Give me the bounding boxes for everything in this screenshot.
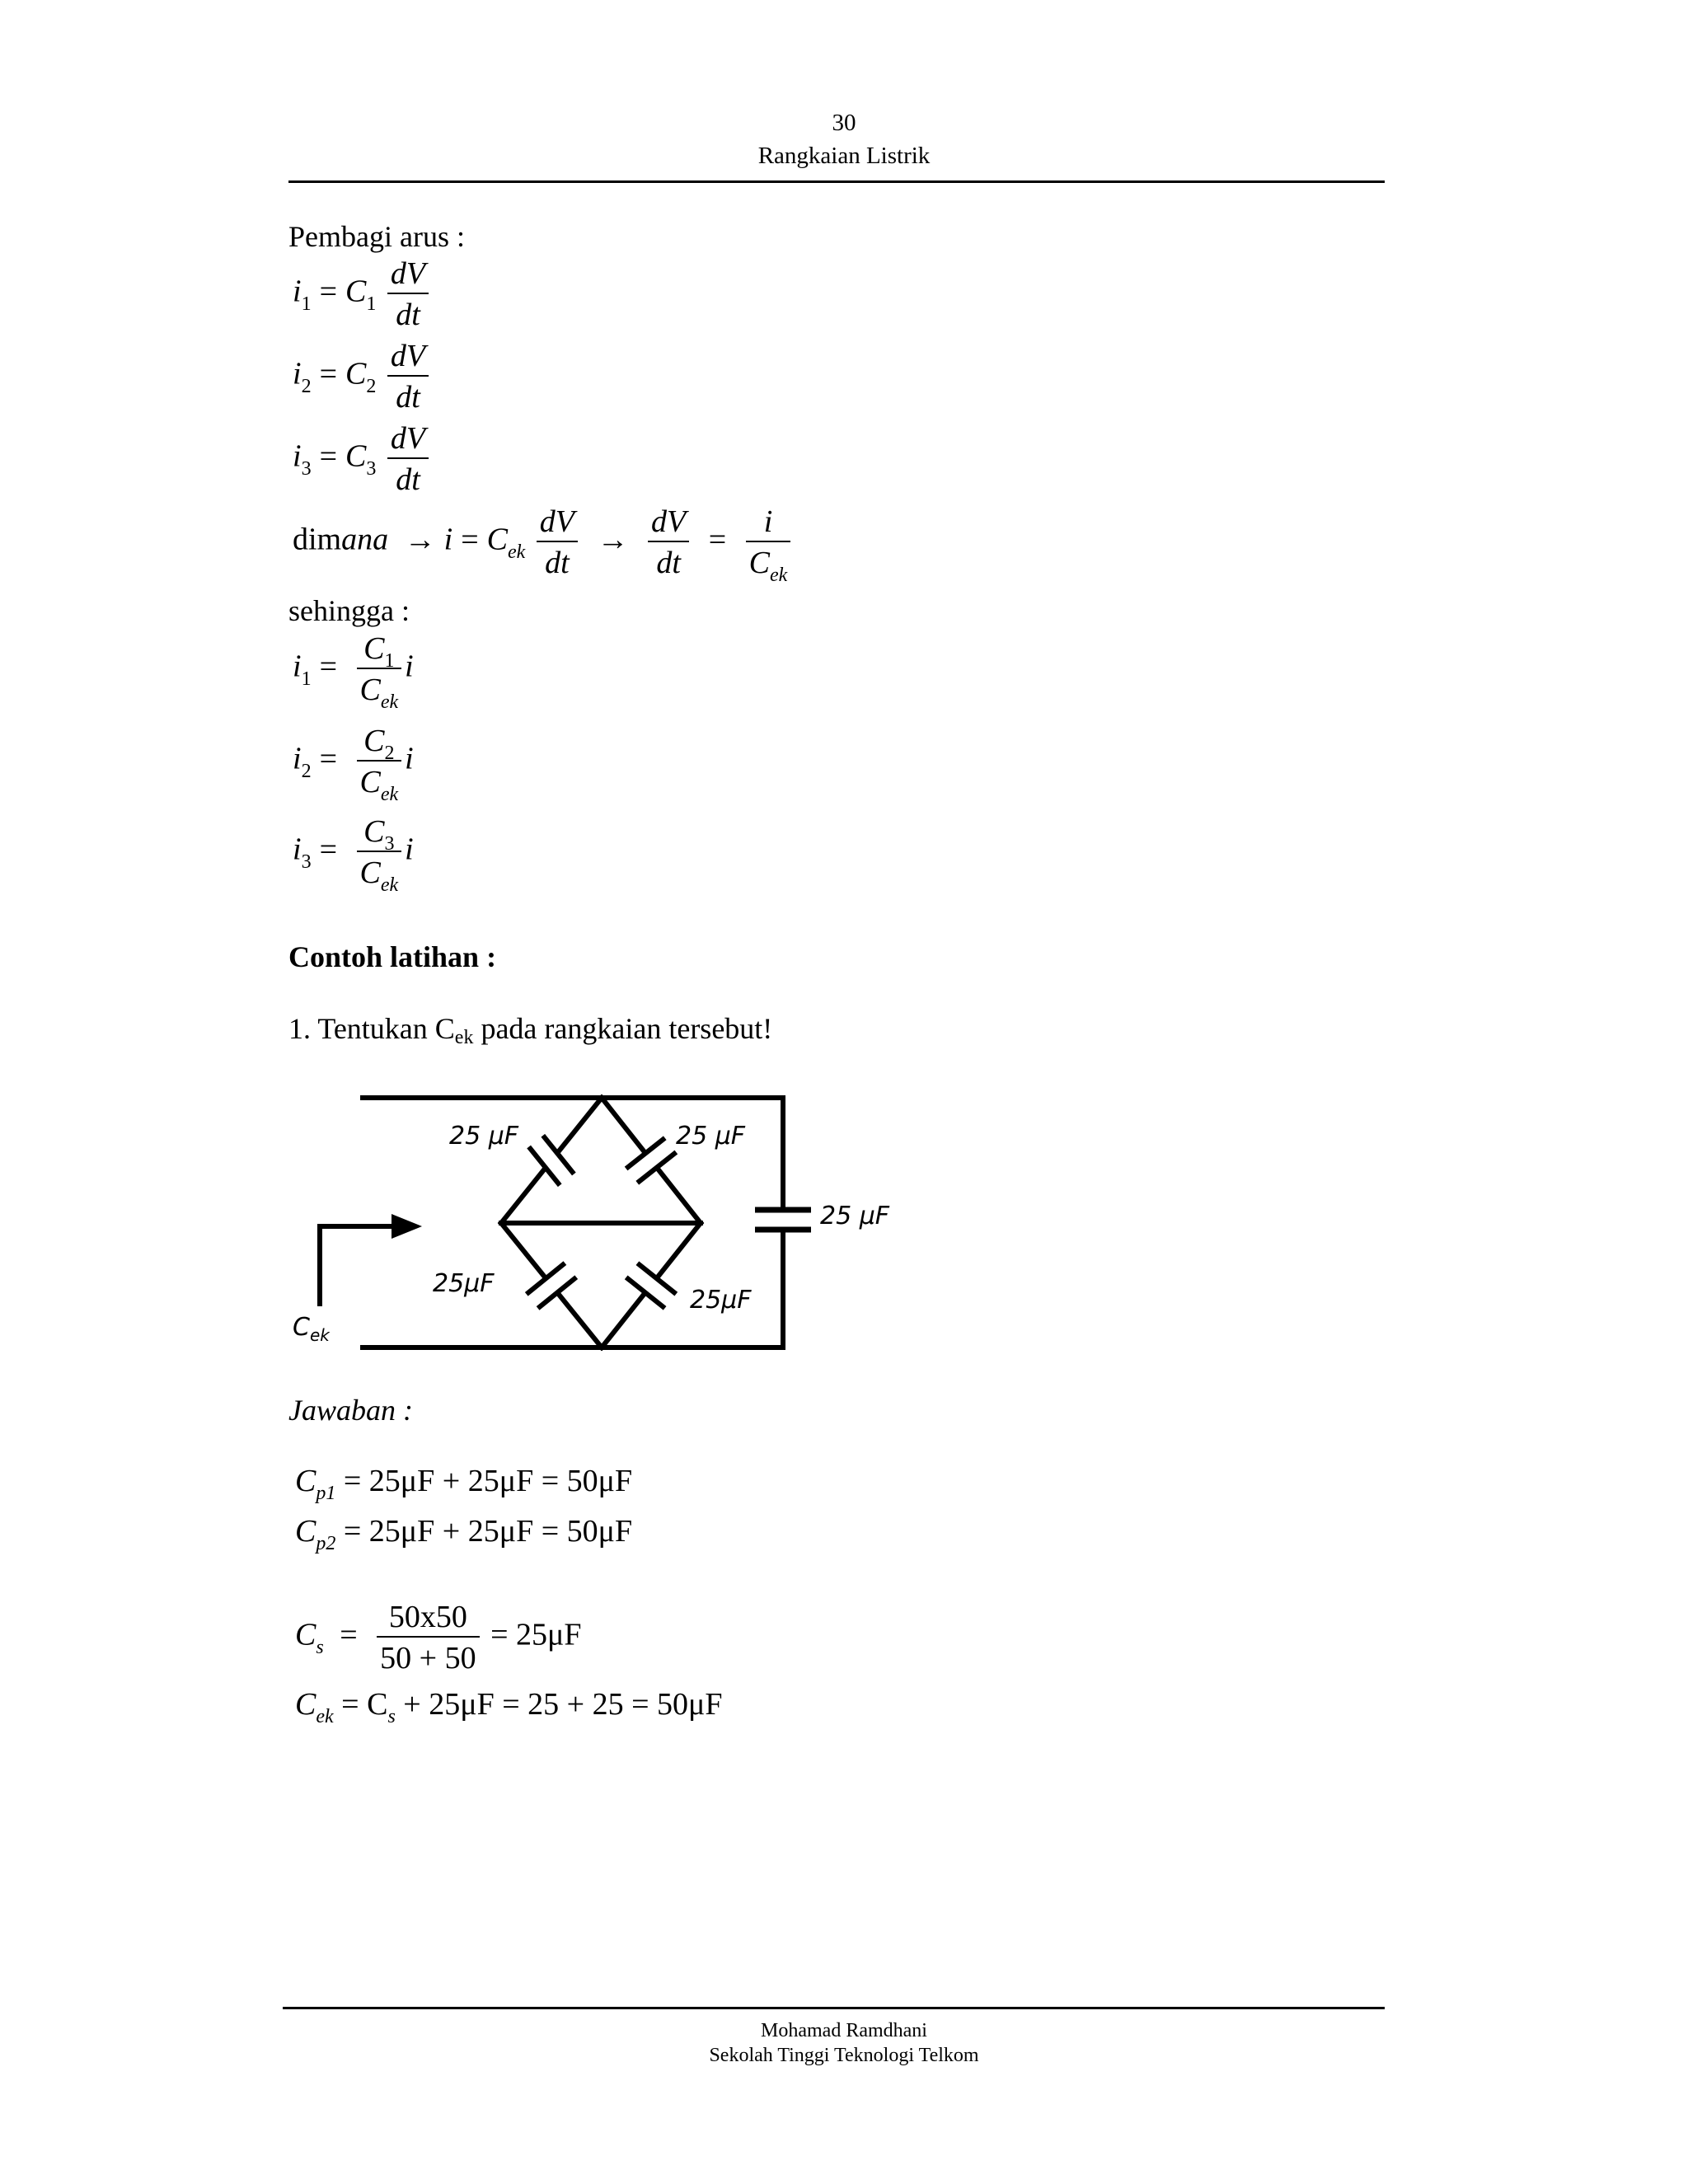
cek-arrow	[320, 1226, 396, 1306]
answer-cp1: $C_{p1} = 25\mu F + 25\mu F = 50\mu F$	[295, 1464, 633, 1504]
example-heading: Contoh latihan :	[288, 940, 497, 973]
formula-ratio-i2: $i_2$ = $\frac{C_2}{C_{ek}}$ i	[293, 724, 414, 805]
answer-cp2: $C_{p2} = 25\mu F + 25\mu F = 50\mu F$	[295, 1514, 633, 1554]
header-rule	[288, 180, 1385, 183]
formula-dimana: dimana → $i = C_{ek}$ $\frac{dV}{dt}$ → $\frac{dV}{dt}$ = $\frac{i}{C_{ek}}$	[293, 506, 794, 579]
footer-rule	[283, 2007, 1385, 2009]
cek-label: C	[293, 1313, 310, 1342]
formula-ratio-i3: $i_3$ = $\frac{C_3}{C_{ek}}$ i	[293, 814, 414, 896]
section-title-sehingga: sehingga :	[288, 594, 410, 627]
arrow-head-icon	[392, 1214, 422, 1239]
formula-i3: $i_3 = C_3$ $\frac{dV}{dt}$	[293, 423, 432, 495]
cap-label-top-left: 25 μF	[449, 1122, 519, 1151]
cap-label-bottom-left: 25μF	[433, 1269, 495, 1298]
footer-author: Mohamad Ramdhani	[761, 2020, 927, 2041]
answer-cek: $C_{ek} = C_s + 25\mu F = 25 + 25 = 50\mu F$	[295, 1687, 723, 1727]
running-header-title: Rangkaian Listrik	[757, 143, 931, 169]
page-number: 30	[832, 110, 856, 136]
cek-label-sub: ek	[310, 1325, 330, 1345]
section-title-pembagi-arus: Pembagi arus :	[288, 220, 465, 253]
footer-institution: Sekolah Tinggi Teknologi Telkom	[709, 2045, 979, 2066]
formula-i2: $i_2 = C_2$ $\frac{dV}{dt}$	[293, 340, 432, 413]
cap-label-bottom-right: 25μF	[690, 1286, 752, 1315]
answer-label: Jawaban :	[288, 1394, 413, 1427]
capacitor-circuit-diagram	[288, 1076, 903, 1364]
formula-ratio-i1: $i_1$ = $\frac{C_1}{C_{ek}}$ i	[293, 631, 414, 713]
example-question: 1. Tentukan Cek pada rangkaian tersebut!	[288, 1012, 773, 1048]
answer-cs: $C_s$ = $\frac{50x50}{50 + 50}$ = 25μF	[295, 1600, 582, 1675]
cap-label-right: 25 μF	[820, 1202, 890, 1230]
formula-i1: $i_1 = C_1$ $\frac{dV}{dt}$	[293, 258, 432, 330]
cap-label-top-right: 25 μF	[676, 1122, 746, 1151]
